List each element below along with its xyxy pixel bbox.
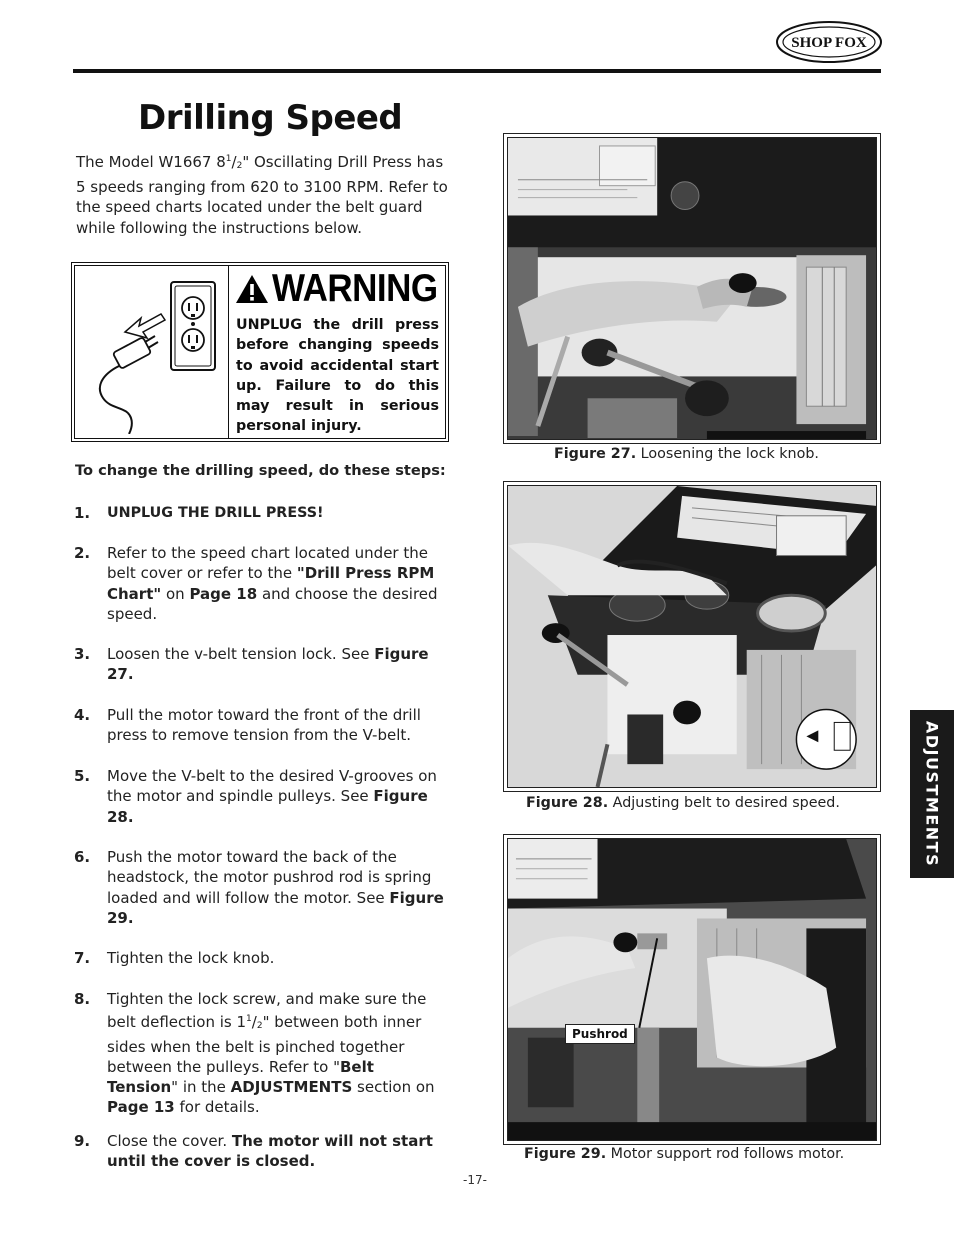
warning-label: WARNING [272,267,438,310]
unplug-illustration [85,274,219,434]
figure-28-caption: Figure 28. Adjusting belt to desired speed. [526,795,840,811]
figure-29-caption: Figure 29. Motor support rod follows motor. [524,1146,845,1162]
warning-box [71,262,449,442]
section-tab-label: ADJUSTMENTS [922,720,942,868]
warning-text: UNPLUG the drill press before changing speeds to avoid accidental start up. Failure to do this may result in serious personal injury. [236,317,439,435]
steps-heading: To change the drilling speed, do these steps: [75,462,446,479]
page-title: Drilling Speed [138,98,403,138]
page-number: -17- [463,1173,487,1187]
figure-27-photo [503,133,881,444]
shop-fox-logo [775,20,883,64]
figure-28-photo [503,481,881,792]
warning-divider [228,266,229,438]
logo-text: SHOP FOX [791,35,867,51]
pushrod-callout: Pushrod [565,1024,635,1044]
intro-paragraph: The Model W1667 $8^1/_2$" Oscillating Drill Press has 5 speeds ranging from 620 to 3100 RPM. Refer to the speed charts located under the belt guard while following the instructions below. [76,153,448,237]
warning-header [235,268,438,310]
section-tab-adjustments[interactable] [910,710,954,878]
figure-29-photo [503,834,881,1145]
header-rule [73,69,881,73]
warning-triangle-icon [235,273,269,305]
figure-27-caption: Figure 27. Loosening the lock knob. [554,446,819,462]
